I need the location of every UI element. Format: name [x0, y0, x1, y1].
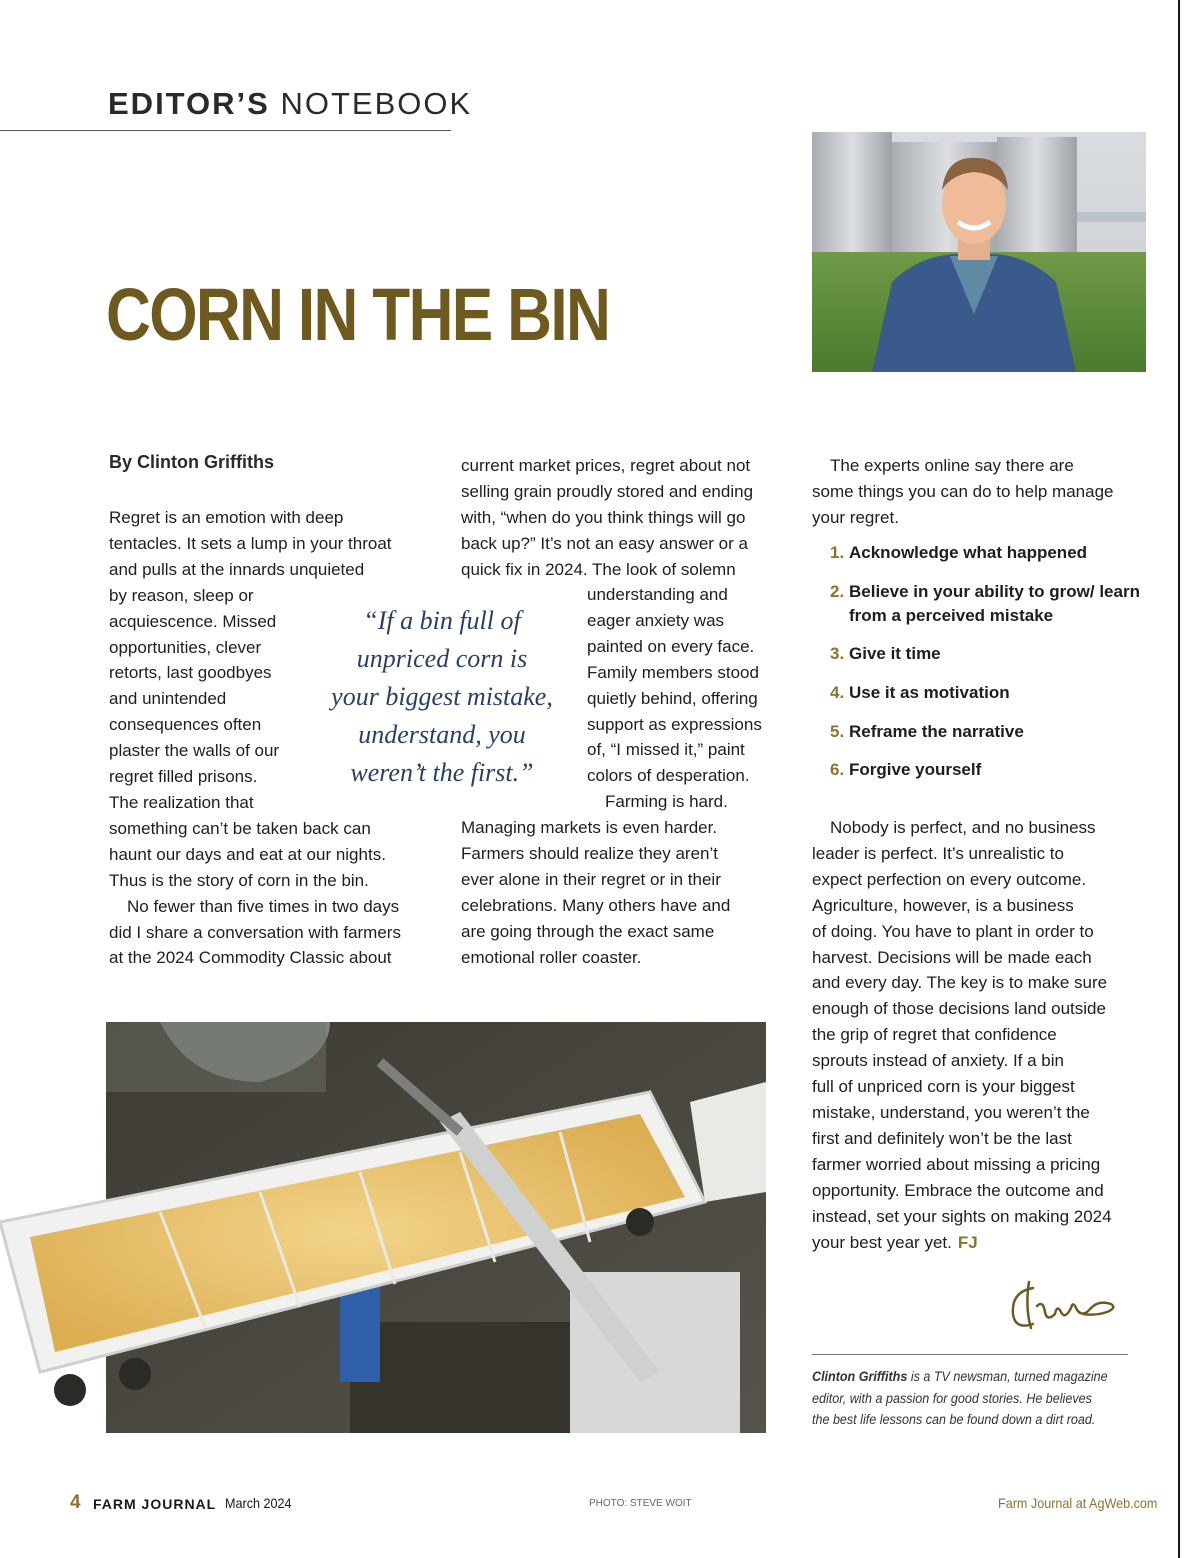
body-line: consequences often — [109, 715, 262, 735]
body-line: acquiescence. Missed — [109, 611, 277, 631]
list-item-number: 1. — [830, 543, 845, 562]
section-label-light: NOTEBOOK — [269, 86, 473, 121]
body-line: understanding and — [587, 585, 728, 604]
column-2-narrow — [587, 582, 787, 815]
list-item-number: 5. — [830, 721, 845, 741]
body-line: Regret is an emotion with deep — [109, 508, 344, 527]
list-item — [830, 758, 1140, 782]
body-line: eager anxiety was — [587, 610, 725, 630]
column-3-body — [812, 815, 1142, 1255]
body-line: the grip of regret that confidence — [812, 1025, 1057, 1045]
list-item-number: 2. — [830, 581, 845, 601]
body-line: Thus is the story of corn in the bin. — [109, 870, 369, 890]
body-line: The experts online say there are — [830, 456, 1074, 475]
column-2-bottom — [461, 815, 791, 970]
body-line: full of unpriced corn is your biggest — [812, 1077, 1075, 1097]
body-line: opportunities, clever — [109, 637, 262, 657]
pull-quote-line: “If a bin full of — [363, 606, 521, 635]
body-line: celebrations. Many others have and — [461, 895, 731, 915]
body-line — [812, 1230, 1142, 1256]
list-item — [830, 580, 1140, 628]
pull-quote-line: unpriced corn is — [356, 644, 528, 673]
list-item-text: Acknowledge what happened — [849, 543, 1088, 562]
body-line: and every day. The key is to make sure — [812, 973, 1108, 993]
body-line: The realization that — [109, 792, 254, 812]
body-line: mistake, understand, you weren’t the — [812, 1102, 1090, 1122]
body-line: colors of desperation. — [587, 766, 750, 786]
list-item-number: 6. — [830, 760, 845, 780]
body-line: quietly behind, offering — [587, 688, 758, 708]
body-line: by reason, sleep or — [109, 585, 254, 605]
body-line: Managing markets is even harder. — [461, 818, 718, 837]
body-line: back up?” It’s not an easy answer or a — [461, 533, 748, 553]
list-item-number: 4. — [830, 683, 845, 703]
issue-date: March 2024 — [225, 1495, 292, 1511]
bio-text: is a TV newsman, turned magazine editor, with a passion for good stories. He believes the best life lessons can be found down a dirt road. — [812, 1369, 1108, 1427]
body-line: emotional roller coaster. — [461, 947, 642, 967]
list-item-text: Believe in your ability to grow/ learn from a perceived mistake — [849, 581, 1140, 625]
body-line: opportunity. Embrace the outcome and — [812, 1180, 1104, 1200]
section-label — [108, 86, 472, 122]
body-line: some things you can do to help manage — [812, 481, 1114, 501]
body-line: support as expressions — [587, 714, 762, 734]
body-line: regret filled prisons. — [109, 767, 258, 787]
list-item — [830, 642, 1140, 666]
pull-quote-line: your biggest mistake, — [331, 682, 553, 711]
body-line: haunt our days and eat at our nights. — [109, 844, 386, 864]
list-item — [830, 541, 1140, 565]
body-line: No fewer than five times in two days — [127, 896, 400, 916]
body-line: current market prices, regret about not — [461, 456, 751, 475]
section-label-bold: EDITOR’S — [108, 86, 270, 121]
photo-credit: PHOTO: STEVE WOIT — [589, 1498, 692, 1509]
body-line: selling grain proudly stored and ending — [461, 481, 754, 501]
body-line: Nobody is perfect, and no business — [830, 818, 1096, 837]
body-line: Agriculture, however, is a business — [812, 895, 1074, 915]
list-item-text: Forgive yourself — [849, 760, 982, 780]
list-item-text: Use it as motivation — [849, 683, 1010, 703]
body-line: with, “when do you think things will go — [461, 507, 746, 527]
end-mark: FJ — [957, 1232, 978, 1252]
website-link[interactable]: Farm Journal at AgWeb.com — [998, 1495, 1158, 1511]
section-divider — [0, 130, 451, 131]
signature — [1003, 1278, 1121, 1338]
body-line: leader is perfect. It’s unrealistic to — [812, 843, 1064, 863]
column-2-top — [461, 453, 791, 583]
regret-steps-list — [830, 541, 1140, 797]
body-line: enough of those decisions land outside — [812, 999, 1106, 1019]
pull-quote — [318, 602, 566, 792]
byline: By Clinton Griffiths — [109, 452, 274, 472]
page-number: 4 — [70, 1492, 81, 1513]
pull-quote-line: understand, you — [358, 720, 526, 749]
bio-divider — [812, 1354, 1128, 1355]
body-line: painted on every face. — [587, 636, 755, 656]
body-line: of, “I missed it,” paint — [587, 740, 745, 760]
body-line: first and definitely won’t be the last — [812, 1128, 1072, 1148]
body-line: harvest. Decisions will be made each — [812, 947, 1092, 967]
article-headline: CORN IN THE BIN — [106, 273, 610, 356]
body-line: something can’t be taken back can — [109, 818, 371, 838]
body-line: of doing. You have to plant in order to — [812, 921, 1094, 941]
list-item-text: Reframe the narrative — [849, 721, 1024, 741]
body-line: retorts, last goodbyes — [109, 663, 272, 683]
bio-name: Clinton Griffiths — [812, 1369, 908, 1384]
author-bio — [812, 1366, 1110, 1431]
magazine-name: FARM JOURNAL — [93, 1496, 217, 1512]
body-line: plaster the walls of our — [109, 741, 280, 761]
author-portrait — [812, 132, 1146, 372]
body-line: expect perfection on every outcome. — [812, 869, 1087, 889]
body-line: Family members stood — [587, 662, 759, 682]
list-item-text: Give it time — [849, 644, 941, 664]
body-line: ever alone in their regret or in their — [461, 869, 721, 889]
last-line-text: your best year yet. — [812, 1232, 952, 1252]
body-line: farmer worried about missing a pricing — [812, 1154, 1101, 1174]
pull-quote-line: weren’t the first.” — [350, 758, 534, 787]
body-line: your regret. — [812, 507, 899, 527]
page-edge-rule — [1178, 0, 1180, 1558]
body-line: at the 2024 Commodity Classic about — [109, 948, 392, 968]
body-line: sprouts instead of anxiety. If a bin — [812, 1051, 1064, 1071]
list-item — [830, 720, 1140, 744]
list-item-number: 3. — [830, 644, 845, 664]
body-line: did I share a conversation with farmers — [109, 922, 401, 942]
body-line: and pulls at the innards unquieted — [109, 559, 365, 579]
body-line: instead, set your sights on making 2024 — [812, 1206, 1112, 1226]
body-line: are going through the exact same — [461, 921, 715, 941]
body-line: Farmers should realize they aren’t — [461, 843, 719, 863]
list-item — [830, 681, 1140, 705]
corn-truck-photo — [0, 1022, 766, 1433]
column-3-intro — [812, 453, 1142, 531]
body-line: and unintended — [109, 689, 227, 709]
body-line: tentacles. It sets a lump in your throat — [109, 533, 392, 553]
body-line: Farming is hard. — [605, 792, 728, 812]
body-line: quick fix in 2024. The look of solemn — [461, 559, 736, 579]
